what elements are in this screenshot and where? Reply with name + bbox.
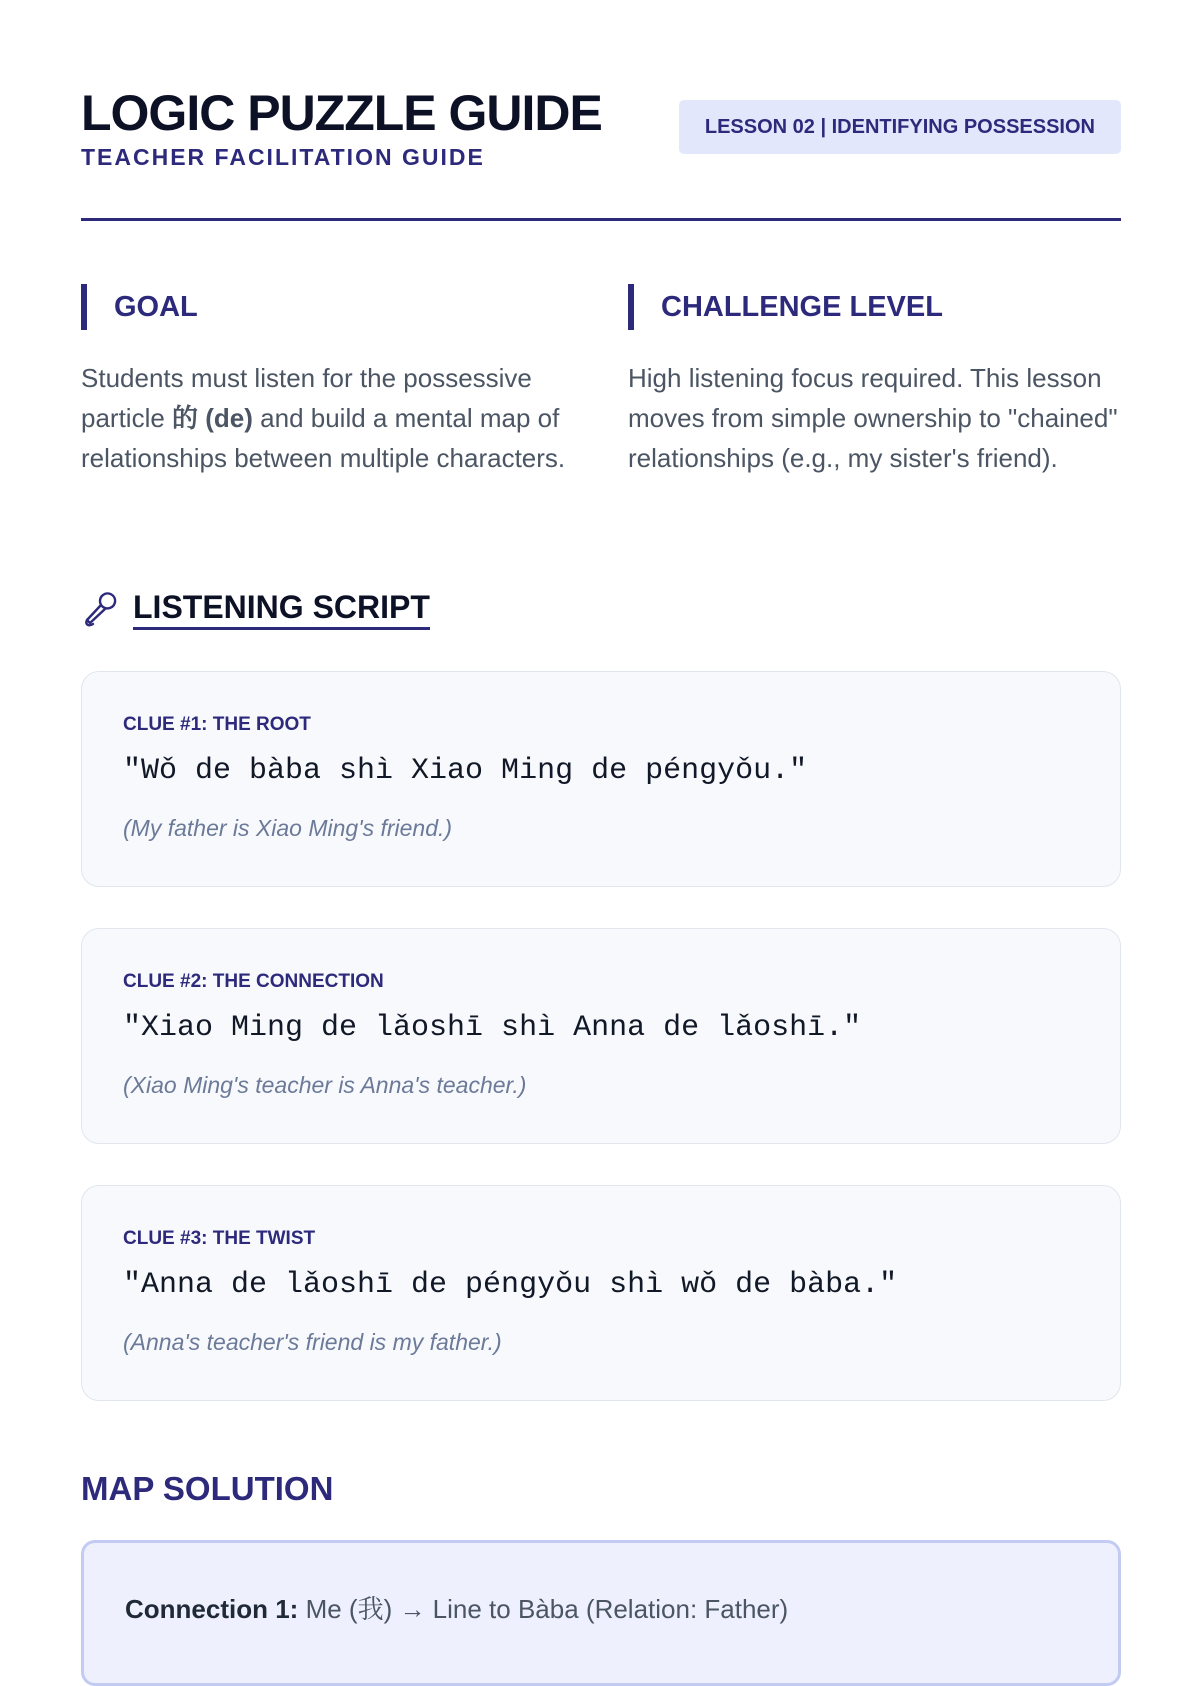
map-solution-box [81,1540,1121,1686]
clue-translation: (Xiao Ming's teacher is Anna's teacher.) [123,1072,527,1098]
possessive-particle: 的 (de) [172,403,253,433]
page-title: LOGIC PUZZLE GUIDE [81,85,602,141]
goal-text-start: Students must listen for the possessive particle [81,363,532,433]
listening-script-heading [81,585,430,633]
goal-text-end: and build a mental map of relationships between multiple characters. [81,403,566,473]
microphone-icon [81,589,121,629]
clue-card [81,928,1121,1144]
goal-heading: GOAL [81,284,571,330]
guide-page [81,0,1121,1624]
clue-label: CLUE #2: THE CONNECTION [123,971,384,992]
challenge-text: High listening focus required. This lesson moves from simple ownership to "chained" relationships (e.g., my sister's friend). [628,363,1118,473]
connection-text: Me (我) → Line to Bàba (Relation: Father) [298,1594,789,1624]
listening-script-title: LISTENING SCRIPT [133,588,430,630]
goal-text [81,358,571,478]
clue-pinyin: "Wǒ de bàba shì Xiao Ming de péngyǒu." [123,754,808,788]
clue-label: CLUE #3: THE TWIST [123,1228,316,1249]
map-solution-title: MAP SOLUTION [81,1470,334,1507]
page-header [81,0,1121,221]
clue-card [81,671,1121,887]
solution-connection [125,1589,788,1626]
clue-translation: (Anna's teacher's friend is my father.) [123,1329,502,1355]
page-subtitle: TEACHER FACILITATION GUIDE [81,144,485,170]
challenge-heading: CHALLENGE LEVEL [628,284,1118,330]
clue-translation: (My father is Xiao Ming's friend.) [123,815,453,841]
clue-pinyin: "Anna de lǎoshī de péngyǒu shì wǒ de bàba." [123,1268,898,1302]
clue-label: CLUE #1: THE ROOT [123,714,311,735]
lesson-badge: LESSON 02 | IDENTIFYING POSSESSION [679,100,1121,154]
goal-section [81,284,571,504]
clue-card [81,1185,1121,1401]
challenge-section [628,284,1118,504]
clue-pinyin: "Xiao Ming de lǎoshī shì Anna de lǎoshī." [123,1011,862,1045]
connection-label: Connection 1: [125,1594,299,1624]
